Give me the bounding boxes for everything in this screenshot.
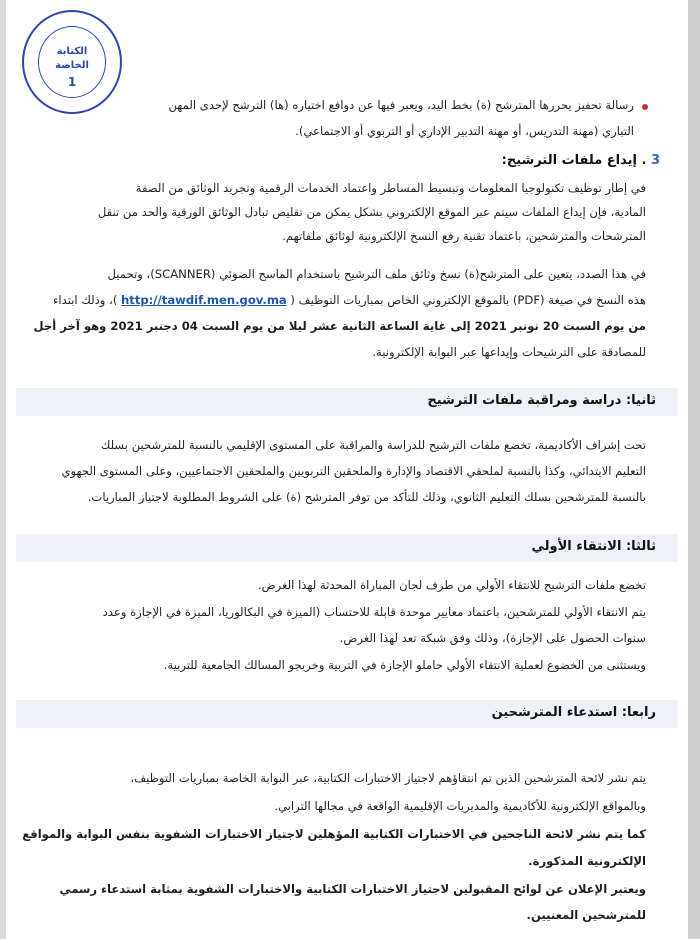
section-four-bold-line-2: الإلكترونية المذكورة.: [528, 854, 646, 868]
section-two-line-1: تحت إشراف الأكاديمية، تخضع ملفات الترشيح للدراسة والمراقبة على المستوى الإقليمي بالنسبة للمترشحين بسلك: [100, 438, 646, 452]
section-four-bold-line-3: ويعتبر الإعلان عن لوائح المقبولين لاجتياز الاختبارات الكتابية والاختبارات الشفوية بمثابة استدعاء رسمي: [59, 882, 646, 896]
bullet-icon: [642, 104, 648, 110]
section-three-heading: [16, 534, 678, 562]
para1-line-3: المترشحات والمترشحين، باعتماد تقنية رفع النسخ الإلكترونية لوثائق ملفاتهم.: [282, 229, 646, 243]
section-three-title: ثالثا: الانتقاء الأولي: [531, 539, 656, 554]
section-two-heading: [16, 388, 678, 416]
section-four-line-1: يتم نشر لائحة المترشحين الذين تم انتقاؤهم لاجتياز الاختبارات الكتابية، عبر البوابة الخاصة بمباريات التوظيف،: [130, 771, 646, 785]
para2-line-4: للمصادقة على الترشيحات وإيداعها عبر البوابة الإلكترونية.: [372, 345, 646, 359]
bullet-line-1: رسالة تحفيز يحررها المترشح (ة) بخط اليد، ويعبر فيها عن دوافع اختياره (ها) الترشح لإحدى المهن: [168, 98, 634, 112]
section-four-bold-line-4: للمترشحين المعنيين.: [526, 908, 646, 922]
section-two-title: ثانيا: دراسة ومراقبة ملفات الترشيح: [427, 393, 656, 408]
section-four-line-2: وبالمواقع الإلكترونية للأكاديمية والمديريات الإقليمية الواقعة في مجالها الترابي.: [274, 799, 646, 813]
section-four-title: رابعا: استدعاء المترشحين: [491, 705, 656, 720]
section-two-line-3: بالنسبة للمترشحين بسلك التعليم الثانوي، وذلك للتأكد من توفر المترشح (ة) على الشروط المطلوبة لاجتياز المباريات.: [87, 490, 646, 504]
stamp-office: الكتابة: [56, 46, 88, 57]
para2-line-2-post: )، وذلك ابتداء: [52, 293, 118, 307]
section-3-title: . إيداع ملفات الترشيح:: [501, 153, 647, 168]
document-page: [6, 0, 688, 939]
section-three-line-4: ويستثنى من الخضوع لعملية الانتقاء الأولي حاملو الإجازة في التربية وخريجو المسالك الجامعية للتربية.: [163, 658, 646, 672]
stamp-number: 1: [67, 75, 77, 89]
para2-line-3: من يوم السبت 20 نونبر 2021 إلى غاية الساعة الثانية عشر ليلا من يوم السبت 04 دجنبر 2021 وهو آخر أجل: [33, 319, 646, 333]
section-four-heading: [16, 700, 678, 728]
section-three-line-3: سنوات الحصول على الإجازة)، وذلك وفق شبكة تعد لهذا الغرض.: [339, 631, 646, 645]
section-two-line-2: التعليم الابتدائي، وكذا بالنسبة لملحقي الاقتصاد والإدارة والملحقين التربويين والملحقين الاجتماعيين، وعلى المستوى الجهوي: [61, 464, 646, 478]
para2-line-2: [44, 292, 646, 308]
section-four-bold-line-1: كما يتم نشر لائحة الناجحين في الاختبارات الكتابية المؤهلين لاجتياز الاختبارات الشفوية بنفس البوابة والمواقع: [22, 827, 646, 841]
section-3-number: 3: [650, 153, 660, 168]
official-stamp: [22, 10, 122, 114]
bullet-line-2: التباري (مهنة التدريس، أو مهنة التدبير الإداري أو التربوي أو الاجتماعي).: [295, 124, 634, 138]
section-3-heading: [502, 153, 660, 168]
tawdif-link[interactable]: http://tawdif.men.gov.ma: [121, 293, 287, 307]
para1-line-1: في إطار توظيف تكنولوجيا المعلومات وتبسيط المساطر واعتماد الخدمات الرقمية وتجريد الوثائق من الصفة: [135, 181, 646, 195]
para1-line-2: المادية، فإن إيداع الملفات سيتم عبر الموقع الإلكتروني بشكل يمكن من تقليص تبادل الوثائق الورقية والحد من تنقل: [97, 205, 646, 219]
section-three-line-1: تخضع ملفات الترشيح للانتقاء الأولي من طرف لجان المباراة المحدثة لهذا الغرض.: [257, 578, 646, 592]
para2-line-2-pre: هذه النسخ في صيغة (PDF) بالموقع الإلكتروني الخاص بمباريات التوظيف (: [290, 293, 646, 307]
section-three-line-2: يتم الانتقاء الأولي للمترشحين، باعتماد معايير موحدة قابلة للاحتساب (الميزة في البكالوريا، الميزة في الإجازة وعدد: [102, 605, 646, 619]
para2-line-1: في هذا الصدد، يتعين على المترشح(ة) نسخ وثائق ملف الترشيح باستخدام الماسح الضوئي (SCANNER)، وتحميل: [107, 267, 646, 281]
window-scrollbar[interactable]: [688, 0, 700, 939]
stamp-office-2: الخاصة: [55, 60, 89, 71]
